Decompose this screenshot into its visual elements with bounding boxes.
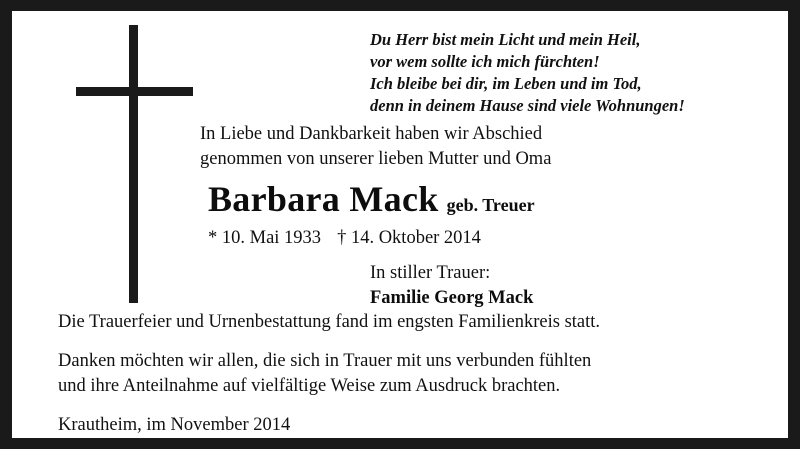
birth-date: * 10. Mai 1933 [208, 228, 322, 248]
death-date: † 14. Oktober 2014 [337, 228, 481, 248]
deceased-name-line [208, 178, 788, 220]
verse-line-4: denn in deinem Hause sind viele Wohnungen! [370, 96, 685, 115]
paragraph-1-line-1: Die Trauerfeier und Urnenbestattung fand im engsten Familienkreis statt. [58, 312, 601, 332]
life-dates [208, 228, 481, 249]
verse-line-1: Du Herr bist mein Licht und mein Heil, [370, 30, 641, 49]
deceased-name: Barbara Mack [208, 179, 439, 219]
christian-cross-icon [70, 25, 200, 303]
notice-inner [12, 11, 788, 438]
paragraph-2-line-2: und ihre Anteilnahme auf vielfältige Weise zum Ausdruck brachten. [58, 376, 561, 396]
paragraph-1 [58, 310, 768, 335]
cross-horizontal-bar [76, 87, 193, 96]
closing-text [58, 310, 768, 438]
intro-line-2: genommen von unserer lieben Mutter und Oma [200, 149, 552, 169]
maiden-name: geb. Treuer [446, 195, 535, 215]
mourning-block [370, 261, 770, 311]
paragraph-2-line-1: Danken möchten wir allen, die sich in Trauer mit uns verbunden fühlten [58, 351, 592, 371]
verse-line-2: vor wem sollte ich mich fürchten! [370, 52, 600, 71]
verse-block [370, 29, 770, 117]
paragraph-2 [58, 349, 768, 399]
mourning-label: In stiller Trauer: [370, 263, 491, 283]
place-and-date: Krautheim, im November 2014 [58, 415, 291, 435]
intro-text [200, 122, 800, 172]
cross-vertical-bar [129, 25, 138, 303]
verse-line-3: Ich bleibe bei dir, im Leben und im Tod, [370, 74, 642, 93]
mourning-family: Familie Georg Mack [370, 288, 534, 308]
intro-line-1: In Liebe und Dankbarkeit haben wir Abschied [200, 124, 543, 144]
